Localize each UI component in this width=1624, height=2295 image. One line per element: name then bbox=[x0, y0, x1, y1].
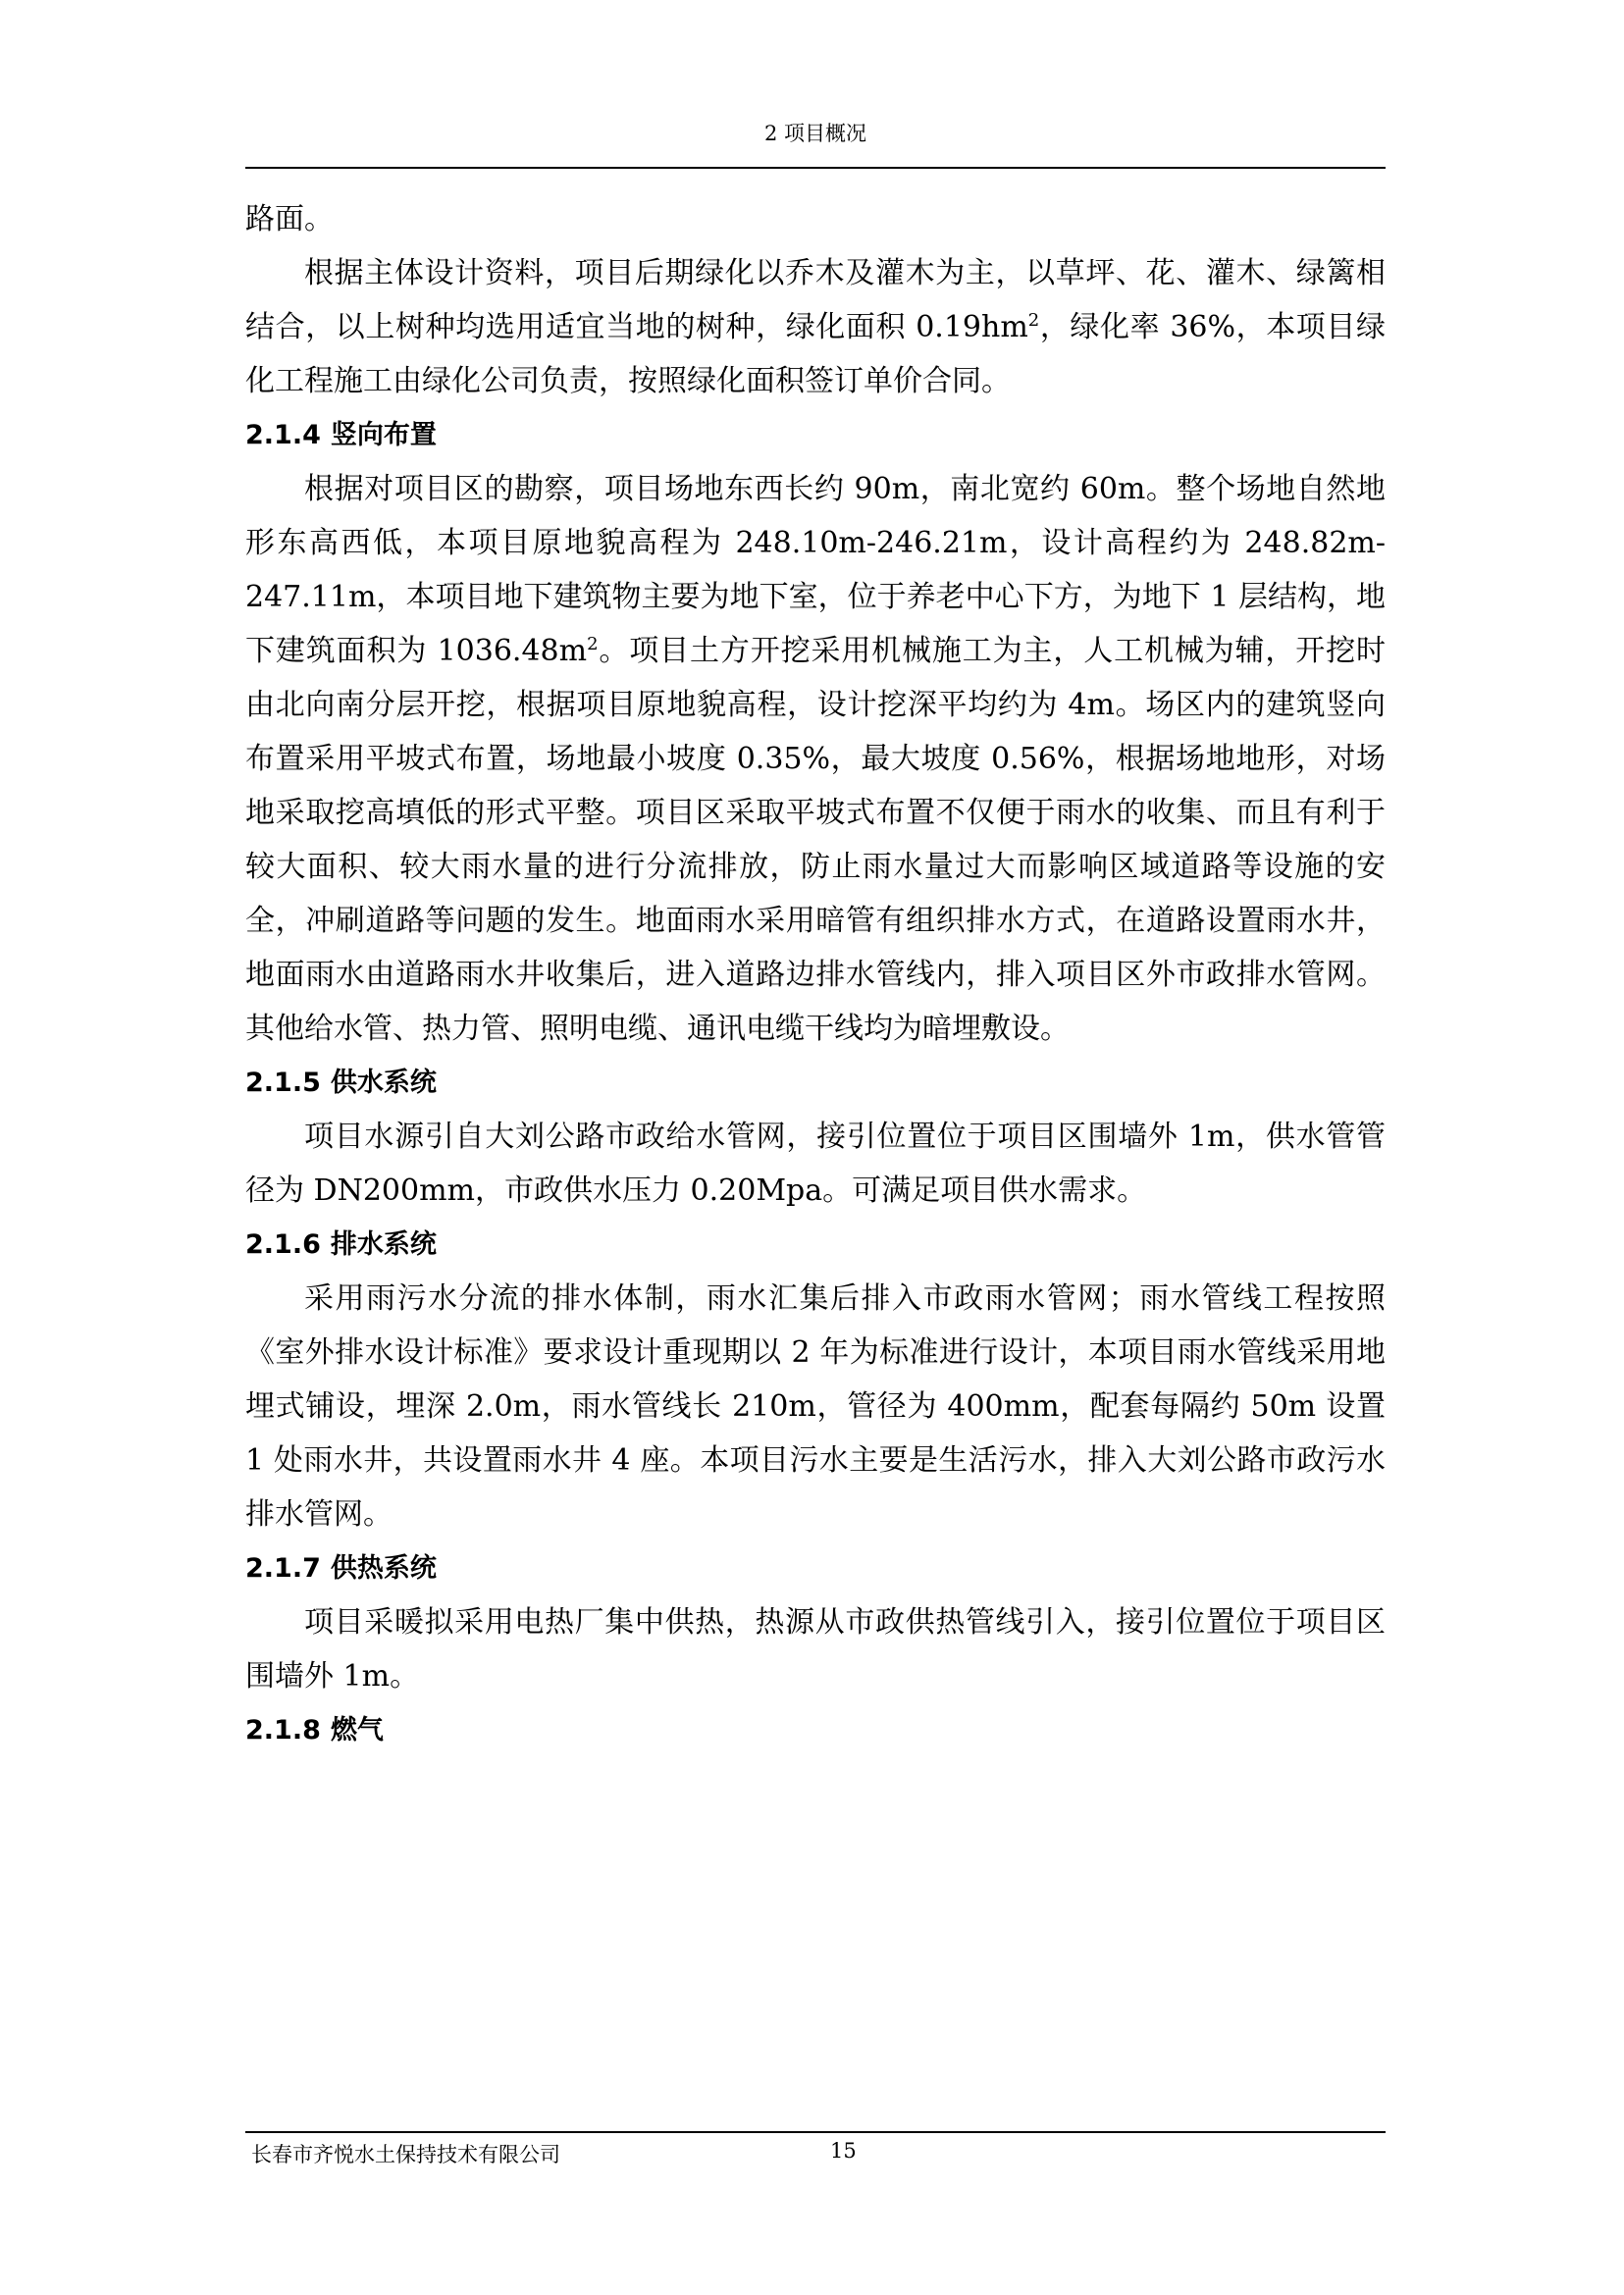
section-title: 燃气 bbox=[330, 1715, 384, 1746]
paragraph-text: 根据主体设计资料，项目后期绿化以乔木及灌木为主，以草坪、花、灌木、绿篱相结合，以上树种均选用适宜当地的树种，绿化面积 0.19hm bbox=[245, 256, 1386, 344]
paragraph-continued bbox=[245, 192, 1386, 246]
paragraph-text: 根据对项目区的勘察，项目场地东西长约 90m，南北宽约 60m。整个场地自然地形东高西低，本项目原地貌高程为 248.10m-246.21m，设计高程约为 248.82m-247.11m，本项目地下建筑物主要为地下室，位于养老中心下方，为地下 1 层结构，地下建筑面积为 1036.48m bbox=[245, 472, 1386, 668]
running-header: 2 项目概况 bbox=[763, 122, 867, 145]
paragraph-text-tail: ，绿化率 36%，本项目绿化工程施工由绿化公司负责，按照绿化面积签订单价合同。 bbox=[245, 310, 1386, 398]
header-rule bbox=[245, 167, 1386, 169]
superscript: 2 bbox=[1027, 310, 1040, 331]
section-title: 供热系统 bbox=[330, 1553, 437, 1584]
paragraph-heating: 项目采暖拟采用电热厂集中供热，热源从市政供热管线引入，接引位置位于项目区围墙外 1m。 bbox=[245, 1605, 1386, 1694]
section-number: 2.1.4 bbox=[245, 420, 321, 450]
section-heading-2-1-5 bbox=[245, 1056, 1386, 1110]
paragraph-vertical-layout bbox=[245, 462, 1386, 1056]
paragraph-text-tail: 。项目土方开挖采用机械施工为主，人工机械为辅，开挖时由北向南分层开挖，根据项目原地貌高程，设计挖深平均约为 4m。场区内的建筑竖向布置采用平坡式布置，场地最小坡度 0.35%，最大坡度 0.56%，根据场地地形，对场地采取挖高填低的形式平整。项目区采取平坡式布置不仅便于雨水的收集、而且有利于较大面积、较大雨水量的进行分流排放，防止雨水量过大而影响区域道路等设施的安全，冲刷道路等问题的发生。地面雨水采用暗管有组织排水方式，在道路设置雨水井，地面雨水由道路雨水井收集后，进入道路边排水管线内，排入项目区外市政排水管网。其他给水管、热力管、照明电缆、通讯电缆干线均为暗埋敷设。 bbox=[245, 634, 1387, 1046]
paragraph-drainage: 采用雨污水分流的排水体制，雨水汇集后排入市政雨水管网；雨水管线工程按照《室外排水设计标准》要求设计重现期以 2 年为标准进行设计，本项目雨水管线采用地埋式铺设，埋深 2.0m，雨水管线长 210m，管径为 400mm，配套每隔约 50m 设置 1 处雨水井，共设置雨水井 4 座。本项目污水主要是生活污水，排入大刘公路市政污水排水管网。 bbox=[245, 1281, 1386, 1532]
footer-company: 长春市齐悦水土保持技术有限公司 bbox=[251, 2143, 560, 2166]
section-title: 排水系统 bbox=[330, 1229, 437, 1260]
section-number: 2.1.8 bbox=[245, 1715, 321, 1746]
footer-rule bbox=[245, 2131, 1386, 2133]
document-body bbox=[245, 192, 1386, 1757]
section-number: 2.1.5 bbox=[245, 1068, 321, 1098]
section-number: 2.1.7 bbox=[245, 1553, 321, 1584]
section-title: 竖向布置 bbox=[330, 420, 437, 450]
section-title: 供水系统 bbox=[330, 1068, 437, 1098]
section-number: 2.1.6 bbox=[245, 1229, 321, 1260]
section-heading-2-1-8 bbox=[245, 1703, 1386, 1757]
section-heading-2-1-4 bbox=[245, 408, 1386, 462]
section-heading-2-1-6 bbox=[245, 1218, 1386, 1272]
page-number: 15 bbox=[830, 2139, 857, 2163]
section-heading-2-1-7 bbox=[245, 1541, 1386, 1595]
paragraph-text: 路面。 bbox=[245, 202, 334, 236]
superscript: 2 bbox=[587, 634, 599, 654]
paragraph-greening bbox=[245, 246, 1386, 408]
paragraph-water-supply: 项目水源引自大刘公路市政给水管网，接引位置位于项目区围墙外 1m，供水管管径为 DN200mm，市政供水压力 0.20Mpa。可满足项目供水需求。 bbox=[245, 1120, 1386, 1208]
